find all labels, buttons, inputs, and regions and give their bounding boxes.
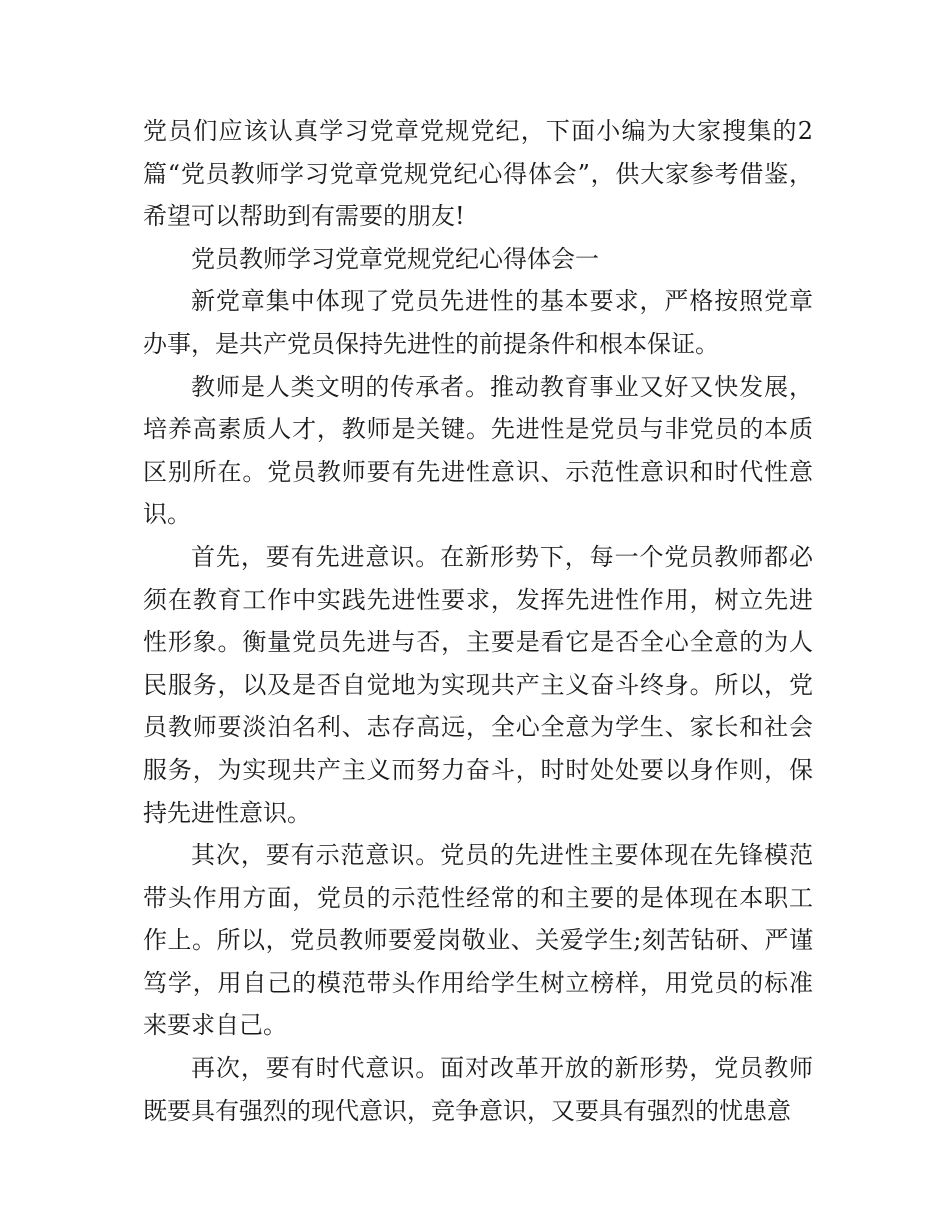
section-heading: 党员教师学习党章党规党纪心得体会一: [191, 244, 599, 273]
body-paragraph: 首先，要有先进意识。在新形势下，每一个党员教师都必须在教育工作中实践先进性要求，发挥先进性作用，树立先进性形象。衡量党员先进与否，主要是看它是否全心全意的为人民服务，以及是否自觉地为实现共产主义奋斗终身。所以，党员教师要淡泊名利、志存高远，全心全意为学生、家长和社会服务，为实现共产主义而努力奋斗，时时处处要以身作则，保持先进性意识。: [143, 542, 813, 827]
body-paragraph: 再次，要有时代意识。面对改革开放的新形势，党员教师既要具有强烈的现代意识，竞争意识，又要具有强烈的忧患意: [143, 1054, 813, 1125]
document-body: [143, 110, 813, 1132]
body-paragraph: 新党章集中体现了党员先进性的基本要求，严格按照党章办事，是共产党员保持先进性的前提条件和根本保证。: [143, 287, 813, 358]
body-paragraph: 教师是人类文明的传承者。推动教育事业又好又快发展，培养高素质人才，教师是关键。先进性是党员与非党员的本质区别所在。党员教师要有先进性意识、示范性意识和时代性意识。: [143, 372, 813, 529]
intro-paragraph: 党员们应该认真学习党章党规党纪，下面小编为大家搜集的2篇“党员教师学习党章党规党纪心得体会”，供大家参考借鉴，希望可以帮助到有需要的朋友!: [143, 117, 813, 231]
body-paragraph: 其次，要有示范意识。党员的先进性主要体现在先锋模范带头作用方面，党员的示范性经常的和主要的是体现在本职工作上。所以，党员教师要爱岗敬业、关爱学生;刻苦钻研、严谨笃学，用自己的模范带头作用给学生树立榜样，用党员的标准来要求自己。: [143, 841, 813, 1040]
